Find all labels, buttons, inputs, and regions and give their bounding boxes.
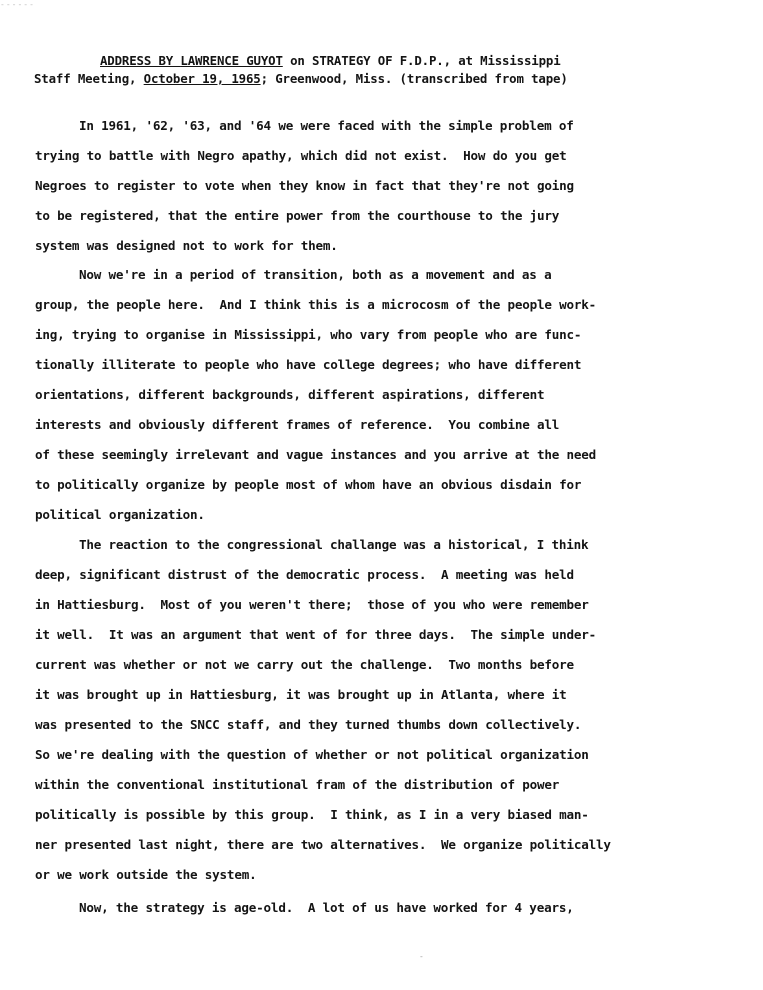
paragraph-4 xyxy=(35,893,740,923)
scan-corner-mark: ------ xyxy=(0,0,35,9)
paragraph-line: Negroes to register to vote when they know in fact that they're not going xyxy=(35,178,574,193)
paragraph-line: current was whether or not we carry out the challenge. Two months before xyxy=(35,657,574,672)
paragraph-line: within the conventional institutional fram of the distribution of power xyxy=(35,777,560,792)
paragraph-line: to be registered, that the entire power from the courthouse to the jury xyxy=(35,208,560,223)
paragraph-line: tionally illiterate to people who have college degrees; who have different xyxy=(35,357,582,372)
paragraph-line: So we're dealing with the question of whether or not political organization xyxy=(35,747,589,762)
document-header xyxy=(34,52,734,88)
paragraph-line: to politically organize by people most of whom have an obvious disdain for xyxy=(35,477,582,492)
paragraph-line: orientations, different backgrounds, different aspirations, different xyxy=(35,387,545,402)
paragraph-2 xyxy=(35,260,740,530)
paragraph-3 xyxy=(35,530,740,890)
paragraph-line: ing, trying to organise in Mississippi, who vary from people who are func- xyxy=(35,327,582,342)
paragraph-line: group, the people here. And I think this is a microcosm of the people work- xyxy=(35,297,597,312)
paragraph-line: deep, significant distrust of the democratic process. A meeting was held xyxy=(35,567,574,582)
paragraph-line: political organization. xyxy=(35,507,205,522)
paragraph-1 xyxy=(35,111,740,261)
header-line-2-suffix: ; Greenwood, Miss. (transcribed from tape) xyxy=(260,71,568,86)
paragraph-line: or we work outside the system. xyxy=(35,867,257,882)
header-line-1-suffix: on STRATEGY OF F.D.P., at Mississippi xyxy=(282,53,561,68)
header-line-1 xyxy=(34,52,734,70)
paragraph-line: politically is possible by this group. I think, as I in a very biased man- xyxy=(35,807,589,822)
paragraph-line: of these seemingly irrelevant and vague instances and you arrive at the need xyxy=(35,447,597,462)
paragraph-line: trying to battle with Negro apathy, which did not exist. How do you get xyxy=(35,148,567,163)
paragraph-line: was presented to the SNCC staff, and they turned thumbs down collectively. xyxy=(35,717,582,732)
page-footer-mark: - xyxy=(419,952,424,961)
paragraph-line: it was brought up in Hattiesburg, it was brought up in Atlanta, where it xyxy=(35,687,567,702)
paragraph-line: interests and obviously different frames of reference. You combine all xyxy=(35,417,560,432)
paragraph-line: ner presented last night, there are two alternatives. We organize politically xyxy=(35,837,611,852)
speaker-name: LAWRENCE GUYOT xyxy=(180,53,283,68)
paragraph-line: system was designed not to work for them. xyxy=(35,238,338,253)
paragraph-line: In 1961, '62, '63, and '64 we were faced with the simple problem of xyxy=(79,118,574,133)
meeting-date: October 19, 1965 xyxy=(143,71,261,86)
paragraph-line: Now, the strategy is age-old. A lot of us have worked for 4 years, xyxy=(79,900,574,915)
paragraph-line: it well. It was an argument that went of for three days. The simple under- xyxy=(35,627,597,642)
paragraph-line: Now we're in a period of transition, both as a movement and as a xyxy=(79,267,552,282)
header-line-1-prefix: ADDRESS BY xyxy=(100,53,181,68)
paragraph-line: in Hattiesburg. Most of you weren't there; those of you who were remember xyxy=(35,597,589,612)
header-line-2 xyxy=(34,70,734,88)
paragraph-line: The reaction to the congressional challange was a historical, I think xyxy=(79,537,589,552)
header-line-2-prefix: Staff Meeting, xyxy=(34,71,144,86)
